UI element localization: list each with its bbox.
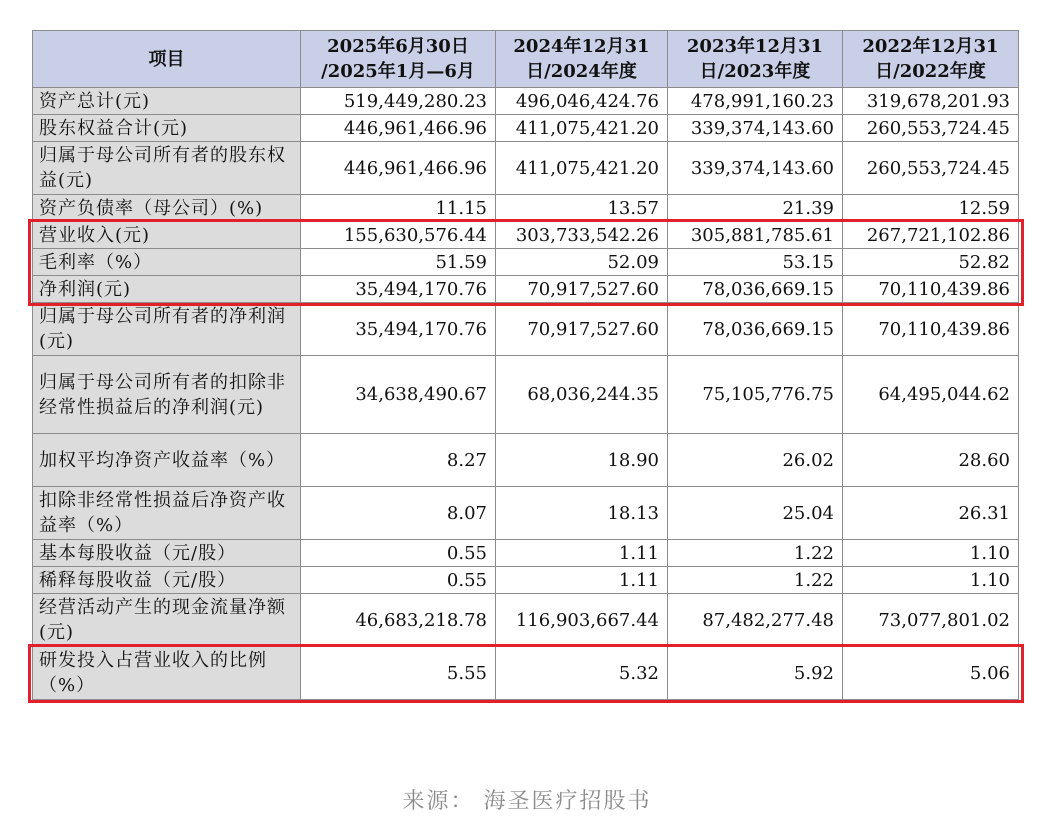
- row-value: 53.15: [668, 249, 843, 276]
- row-label: 营业收入(元): [33, 222, 301, 249]
- row-label: 毛利率（%）: [33, 249, 301, 276]
- row-label: 归属于母公司所有者的净利润(元): [33, 303, 301, 356]
- row-value: 87,482,277.48: [668, 594, 843, 647]
- row-value: 5.92: [668, 647, 843, 700]
- row-value: 25.04: [668, 487, 843, 540]
- row-label: 稀释每股收益（元/股）: [33, 567, 301, 594]
- row-value: 1.11: [496, 540, 668, 567]
- row-value: 12.59: [843, 195, 1019, 222]
- source-caption: 来源： 海圣医疗招股书: [402, 789, 652, 814]
- row-value: 319,678,201.93: [843, 88, 1019, 115]
- header-2022: 2022年12月31 日/2022年度: [843, 31, 1019, 88]
- financial-table-container: [32, 30, 1018, 700]
- table-row: [33, 88, 1019, 115]
- row-value: 46,683,218.78: [301, 594, 496, 647]
- row-value: 339,374,143.60: [668, 142, 843, 195]
- row-value: 18.13: [496, 487, 668, 540]
- row-value: 8.27: [301, 434, 496, 487]
- table-row: [33, 276, 1019, 303]
- row-label: 资产负债率（母公司）(%): [33, 195, 301, 222]
- row-value: 1.10: [843, 567, 1019, 594]
- row-value: 267,721,102.86: [843, 222, 1019, 249]
- row-value: 5.32: [496, 647, 668, 700]
- row-value: 260,553,724.45: [843, 115, 1019, 142]
- table-row: [33, 142, 1019, 195]
- row-label: 归属于母公司所有者的扣除非经常性损益后的净利润(元): [33, 356, 301, 434]
- row-value: 52.09: [496, 249, 668, 276]
- row-value: 411,075,421.20: [496, 115, 668, 142]
- row-value: 70,917,527.60: [496, 276, 668, 303]
- row-value: 303,733,542.26: [496, 222, 668, 249]
- table-row: [33, 249, 1019, 276]
- row-label: 净利润(元): [33, 276, 301, 303]
- row-value: 260,553,724.45: [843, 142, 1019, 195]
- table-row: [33, 222, 1019, 249]
- table-row: [33, 434, 1019, 487]
- row-value: 21.39: [668, 195, 843, 222]
- row-value: 78,036,669.15: [668, 276, 843, 303]
- row-value: 5.55: [301, 647, 496, 700]
- row-value: 519,449,280.23: [301, 88, 496, 115]
- table-body: [33, 88, 1019, 700]
- header-2024: 2024年12月31 日/2024年度: [496, 31, 668, 88]
- header-row: [33, 31, 1019, 88]
- row-value: 478,991,160.23: [668, 88, 843, 115]
- row-value: 52.82: [843, 249, 1019, 276]
- row-value: 1.22: [668, 540, 843, 567]
- row-value: 411,075,421.20: [496, 142, 668, 195]
- row-label: 扣除非经常性损益后净资产收益率（%）: [33, 487, 301, 540]
- header-2023: 2023年12月31 日/2023年度: [668, 31, 843, 88]
- row-value: 75,105,776.75: [668, 356, 843, 434]
- row-label: 归属于母公司所有者的股东权益(元): [33, 142, 301, 195]
- row-value: 305,881,785.61: [668, 222, 843, 249]
- table-row: [33, 356, 1019, 434]
- row-value: 78,036,669.15: [668, 303, 843, 356]
- row-value: 0.55: [301, 567, 496, 594]
- row-value: 34,638,490.67: [301, 356, 496, 434]
- row-value: 8.07: [301, 487, 496, 540]
- row-value: 70,917,527.60: [496, 303, 668, 356]
- row-value: 155,630,576.44: [301, 222, 496, 249]
- table-row: [33, 195, 1019, 222]
- row-value: 116,903,667.44: [496, 594, 668, 647]
- row-label: 加权平均净资产收益率（%）: [33, 434, 301, 487]
- row-value: 11.15: [301, 195, 496, 222]
- row-label: 基本每股收益（元/股）: [33, 540, 301, 567]
- row-value: 70,110,439.86: [843, 276, 1019, 303]
- row-value: 0.55: [301, 540, 496, 567]
- row-value: 51.59: [301, 249, 496, 276]
- table-row: [33, 303, 1019, 356]
- row-value: 26.02: [668, 434, 843, 487]
- row-value: 1.22: [668, 567, 843, 594]
- row-value: 35,494,170.76: [301, 276, 496, 303]
- row-value: 5.06: [843, 647, 1019, 700]
- table-row: [33, 487, 1019, 540]
- row-value: 35,494,170.76: [301, 303, 496, 356]
- row-label: 研发投入占营业收入的比例（%）: [33, 647, 301, 700]
- row-value: 64,495,044.62: [843, 356, 1019, 434]
- row-label: 经营活动产生的现金流量净额(元): [33, 594, 301, 647]
- row-value: 339,374,143.60: [668, 115, 843, 142]
- table-row: [33, 115, 1019, 142]
- header-item: 项目: [33, 31, 301, 88]
- row-label: 资产总计(元): [33, 88, 301, 115]
- row-value: 1.11: [496, 567, 668, 594]
- row-value: 18.90: [496, 434, 668, 487]
- row-value: 1.10: [843, 540, 1019, 567]
- row-value: 446,961,466.96: [301, 115, 496, 142]
- row-value: 446,961,466.96: [301, 142, 496, 195]
- table-row: [33, 594, 1019, 647]
- row-value: 13.57: [496, 195, 668, 222]
- row-value: 28.60: [843, 434, 1019, 487]
- financial-table: [32, 30, 1019, 700]
- table-row: [33, 540, 1019, 567]
- header-2025h1: 2025年6月30日 /2025年1月—6月: [301, 31, 496, 88]
- row-value: 496,046,424.76: [496, 88, 668, 115]
- row-value: 70,110,439.86: [843, 303, 1019, 356]
- table-row: [33, 567, 1019, 594]
- table-row: [33, 647, 1019, 700]
- row-value: 68,036,244.35: [496, 356, 668, 434]
- row-value: 73,077,801.02: [843, 594, 1019, 647]
- row-value: 26.31: [843, 487, 1019, 540]
- row-label: 股东权益合计(元): [33, 115, 301, 142]
